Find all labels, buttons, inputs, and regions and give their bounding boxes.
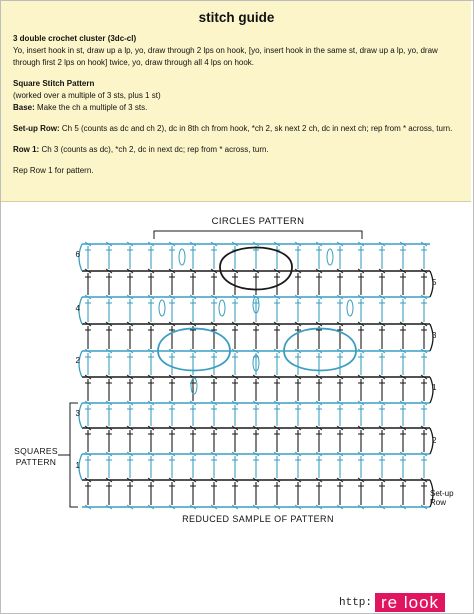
setup-row-label-line1: Set-up xyxy=(430,489,454,498)
row-number-left: 6 xyxy=(75,250,80,259)
squares-label-line2: PATTERN xyxy=(15,457,57,467)
cluster-oval xyxy=(219,300,225,316)
squares-label-line1: SQUARES xyxy=(14,446,58,456)
circle-arch xyxy=(158,351,230,371)
row-number-left: 4 xyxy=(75,304,80,313)
watermark-logo: re look xyxy=(375,593,445,612)
page-title: stitch guide xyxy=(198,10,275,25)
row-number-right: 5 xyxy=(432,278,437,287)
watermark xyxy=(339,593,445,612)
watermark-url: http: xyxy=(339,597,373,609)
stitch-grid xyxy=(58,231,437,509)
cluster-oval xyxy=(191,378,197,394)
stitch-guide-panel xyxy=(1,1,471,202)
circle-arch xyxy=(284,351,356,371)
repeat-note: Rep Row 1 for pattern. xyxy=(13,166,94,175)
square-sub: (worked over a multiple of 3 sts, plus 1 st) xyxy=(13,91,161,100)
crochet-chart xyxy=(0,205,474,535)
cluster-heading: 3 double crochet cluster (3dc-cl) xyxy=(13,34,137,43)
row-number-left: 3 xyxy=(75,409,80,418)
setup-row-label-line2: Row xyxy=(430,498,447,507)
row-number-left: 1 xyxy=(75,461,80,470)
base-text: Make the ch a multiple of 3 sts. xyxy=(34,103,148,112)
row1-section xyxy=(13,144,460,156)
row-number-right: 1 xyxy=(432,383,437,392)
cluster-oval xyxy=(159,300,165,316)
square-section xyxy=(13,78,460,114)
cluster-oval xyxy=(179,249,185,265)
row-number-right: 3 xyxy=(432,331,437,340)
base-label: Base: xyxy=(13,103,35,112)
row-number-right: 2 xyxy=(432,436,437,445)
circle-arch xyxy=(158,329,230,352)
setup-row-section xyxy=(13,123,460,135)
setup-row-label: Set-up Row: xyxy=(13,124,60,133)
row1-text: Ch 3 (counts as dc), *ch 2, dc in next dc; rep from * across, turn. xyxy=(39,145,269,154)
row-number-left: 2 xyxy=(75,356,80,365)
setup-row-text: Ch 5 (counts as dc and ch 2), dc in 8th ch from hook, *ch 2, sk next 2 ch, dc in next ch; rep from * across, turn. xyxy=(59,124,453,133)
circles-bracket xyxy=(154,231,362,239)
row1-label: Row 1: xyxy=(13,145,40,154)
circles-pattern-label: CIRCLES PATTERN xyxy=(211,216,305,227)
squares-bracket xyxy=(70,403,78,507)
circle-arch xyxy=(284,329,356,352)
cluster-text: Yo, insert hook in st, draw up a lp, yo, draw through 2 lps on hook, [yo, insert hook in the same st, draw up a lp, yo, draw through first 2 lps on hook] twice, yo, draw through all 4 lps on hook. xyxy=(13,46,438,67)
cluster-section xyxy=(13,33,460,69)
cluster-oval xyxy=(327,249,333,265)
reduced-sample-label: REDUCED SAMPLE OF PATTERN xyxy=(182,514,334,524)
square-heading: Square Stitch Pattern xyxy=(13,79,95,88)
cluster-oval xyxy=(347,300,353,316)
